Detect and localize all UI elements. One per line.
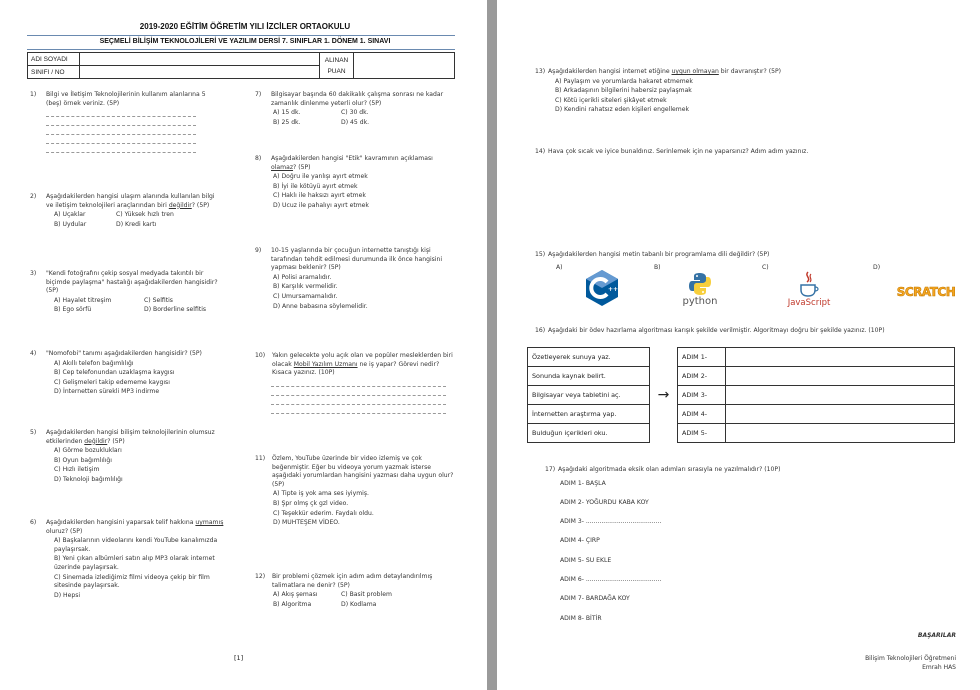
class-field[interactable] (80, 66, 320, 79)
step-answer-field[interactable] (726, 405, 955, 424)
step-label: ADIM 2- (678, 367, 726, 386)
step-answer-field[interactable] (726, 424, 955, 443)
question-12: 12) Bir problemi çözmek için adım adım detaylandırılmış talimatlara ne denir? (5P) A) Akış şeması C) Basit problem B) Algoritma D) Kodlama (255, 573, 433, 608)
scrambled-step: Özetleyerek sunuya yaz. (528, 348, 650, 367)
school-title: 2019-2020 EĞİTİM ÖĞRETİM YILI İZCİLER ORTAOKULU (139, 22, 351, 31)
question-7: 7) Bilgisayar başında 60 dakikalık çalışma sonrası ne kadar zamanlık dinlenme yeterli olur? (5P) A) 15 dk. C) 30 dk. B) 25 dk. D) 45 dk. (255, 91, 444, 126)
answer-line[interactable] (46, 144, 196, 153)
page-gutter (487, 0, 497, 690)
option-b-label: B) (654, 264, 661, 271)
question-13: 13) Aşağıdakilerden hangisi internet etiğine uygun olmayan bir davranıştır? (5P) A) Paylaşım ve yorumlarda hakaret etmemek B) Arkadaşının bilgilerini habersiz paylaşmak C) Kötü içerikli siteleri şikâyet etmek D) Kendini rahatsız eden kişileri engellemek (535, 68, 781, 114)
question-1: 1) Bilgi ve İletişim Teknolojilerinin kullanım alanlarına 5 (beş) örnek veriniz. (5P) (30, 91, 220, 153)
step-answer-field[interactable] (726, 367, 955, 386)
name-label: ADI SOYADI (28, 53, 80, 66)
exam-title: SEÇMELİ BİLİŞİM TEKNOLOJİLERİ VE YAZILIM DERSİ 7. SINIFLAR 1. DÖNEM 1. SINAVI (99, 38, 391, 45)
scrambled-step: Bilgisayar veya tabletini aç. (528, 386, 650, 405)
scratch-logo-icon[interactable]: SCRATCH (896, 285, 956, 299)
step-answer-field[interactable] (726, 348, 955, 367)
score-label: ALINAN PUAN (320, 53, 354, 79)
answer-line[interactable] (46, 126, 196, 135)
student-info-table (27, 52, 455, 79)
question-6: 6) Aşağıdakilerden hangisini yaparsak telif hakkına uymamış oluruz? (5P) A) Başkalarının videolarını kendi YouTube kanalımızda paylaşırsak. B) Yeni çıkan albümleri satın alıp MP3 olarak internet üzerinde paylaşırsak. C) Sinemada izlediğimiz filmi videoya çekip bir film sitesinde paylaşırsak. D) Hepsi (30, 519, 224, 599)
option-d-label: D) (873, 264, 881, 271)
scrambled-step: Sonunda kaynak belirt. (528, 367, 650, 386)
question-16: 16) Aşağıdaki bir ödev hazırlama algoritması karışık şekilde verilmiştir. Algoritmayı doğru bir şekilde yazınız. (10P) (535, 327, 885, 334)
question-14: 14) Hava çok sıcak ve iyice bunaldınız. Serinlemek için ne yaparsınız? Adım adım yazınız. (535, 148, 809, 155)
step-label: ADIM 3- (678, 386, 726, 405)
step-label: ADIM 4- (678, 405, 726, 424)
question-8: 8) Aşağıdakilerden hangisi "Etik" kavramının açıklaması olamaz? (5P) A) Doğru ile yanlışı ayırt etmek B) İyi ile kötüyü ayırt etmek C) Haklı ile haksızı ayırt etmek D) Ucuz ile pahalıyı ayırt etmek (255, 155, 433, 209)
step-label: ADIM 5- (678, 424, 726, 443)
closing-message: BAŞARILAR (917, 632, 956, 639)
algorithm-step: ADIM 2- YOĞURDU KABA KOY (560, 499, 649, 506)
step-label: ADIM 1- (678, 348, 726, 367)
teacher-role: Bilişim Teknolojileri Öğretmeni (865, 655, 956, 662)
algorithm-step: ADIM 4- ÇIRP (560, 537, 600, 544)
class-label: SINIFI / NO (28, 66, 80, 79)
answer-line[interactable] (46, 108, 196, 117)
cpp-logo-icon[interactable] (580, 268, 624, 308)
option-a-label: A) (556, 264, 563, 271)
exam-page-1 (0, 0, 487, 690)
answer-line[interactable] (46, 135, 196, 144)
svg-text:++: ++ (608, 286, 619, 293)
page-number: [1] (234, 654, 244, 662)
name-field[interactable] (80, 53, 320, 66)
option-c-label: C) (762, 264, 769, 271)
algorithm-step: ADIM 7- BARDAĞA KOY (560, 595, 630, 602)
step-answer-field[interactable] (726, 386, 955, 405)
answer-line[interactable] (46, 117, 196, 126)
title-rule-2 (27, 49, 455, 50)
answer-line[interactable] (271, 396, 446, 405)
algorithm-table (527, 347, 955, 443)
scrambled-step: İnternetten araştırma yap. (528, 405, 650, 424)
question-17: 17) Aşağıdaki algoritmada eksik olan adımları sırasıyla ne yazılmalıdır? (10P) (545, 466, 781, 473)
title-rule (27, 35, 455, 36)
algorithm-step-blank[interactable]: ADIM 6- ....................................... (560, 576, 662, 583)
teacher-name: Emrah HAS (922, 664, 956, 671)
question-11: 11) Özlem, YouTube üzerinde bir video izlemiş ve çok beğenmiştir. Eğer bu videoya yorum yazmak isterse aşağıdaki yorumlardan hangisini yazması daha uygun olur? (5P) A) Tipte iş yok ama ses iyiymiş. B) Şpr olmş çk gzl video. C) Teşekkür ederim. Faydalı oldu. D) MUHTEŞEM VİDEO. (255, 455, 454, 527)
scrambled-step: Bulduğun içerikleri oku. (528, 424, 650, 443)
question-3: 3) "Kendi fotoğrafını çekip sosyal medyada takıntılı bir biçimde paylaşma" hastalığı aşağıdakilerden hangisidir? (5P) A) Hayalet titreşim C) Selfitis B) Ego sörfü D) Borderline selfitis (30, 270, 218, 314)
algorithm-step-blank[interactable]: ADIM 3- ....................................... (560, 518, 662, 525)
exam-page-2 (497, 0, 980, 690)
algorithm-step: ADIM 5- SU EKLE (560, 557, 612, 564)
answer-line[interactable] (271, 378, 446, 387)
algorithm-step: ADIM 8- BİTİR (560, 615, 602, 622)
javascript-logo-icon[interactable]: JavaScript (779, 266, 839, 312)
score-field[interactable] (354, 53, 455, 79)
python-logo-icon[interactable]: python (675, 268, 725, 312)
question-2: 2) Aşağıdakilerden hangisi ulaşım alanında kullanılan bilgi ve iletişim teknolojileri araçlarından biri değildir? (5P) A) Uçaklar C) Yüksek hızlı tren B) Uydular D) Kredi kartı (30, 193, 215, 228)
question-4: 4) "Nomofobi" tanımı aşağıdakilerden hangisidir? (5P) A) Akıllı telefon bağımlılığı B) Cep telefonundan uzaklaşma kaygısı C) Gelişmeleri takip edememe kaygısı D) İnternetten sürekli MP3 indirme (30, 350, 202, 396)
question-15: 15) Aşağıdakilerden hangisi metin tabanlı bir programlama dili değildir? (5P) (535, 251, 770, 258)
question-10: 10) Yakın gelecekte yolu açık olan ve popüler mesleklerden biri olacak Mobil Yazılım Uzmanı ne iş yapar? Görevi nedir? Kısaca yazınız. (10P) (255, 352, 455, 414)
answer-line[interactable] (271, 405, 446, 414)
answer-line[interactable] (271, 387, 446, 396)
arrow-right-icon: → (650, 348, 678, 443)
question-5: 5) Aşağıdakilerden hangisi bilişim teknolojilerinin olumsuz etkilerinden değildir? (5P) A) Görme bozuklukları B) Oyun bağımlılığı C) Hızlı iletişim D) Teknoloji bağımlılığı (30, 429, 215, 483)
question-9: 9) 10-15 yaşlarında bir çocuğun internette tanıştığı kişi tarafından tehdit edilmesi durumunda ilk önce hangisini yapması beklenir? (5P) A) Polisi aramalıdır. B) Karşılık vermelidir. C) Umursamamalıdır. D) Anne babasına söylemelidir. (255, 247, 443, 310)
algorithm-step: ADIM 1- BAŞLA (560, 480, 606, 487)
